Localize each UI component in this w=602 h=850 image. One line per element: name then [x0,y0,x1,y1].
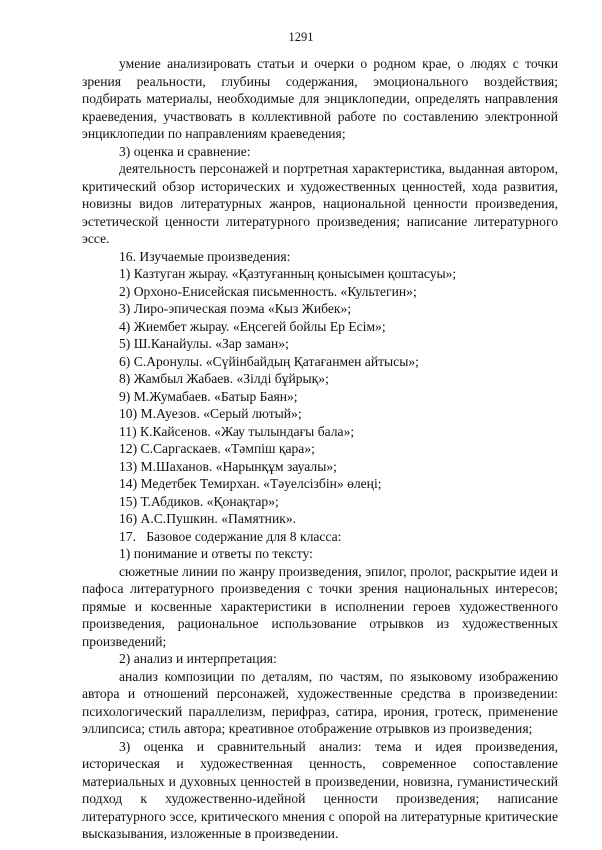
paragraph: деятельность персонажей и портретная характеристика, выданная автором, критический обзор исторических и художественных ценностей, хода развития, новизны видов литературных жанров, национальной ценности произведения, эстетической ценности литературного произведения; написание литературного эссе. [82,161,558,246]
paragraph: умение анализировать статьи и очерки о родном крае, о людях с точки зрения реальности, глубины содержания, эмоционального воздействия; подбирать материалы, необходимые для энциклопедии, определять направления краеведения, участвовать в коллективной работе по составлению электронной энциклопедии по направлениям краеведения; [82,56,558,141]
paragraph: анализ композиции по деталям, по частям, по языковому изображению автора и отношений персонажей, художественные средства в произведении: психологический параллелизм, перифраз, сатира, ирония, гротеск, применение эллипсиса; стиль автора; креативное отображение отрывков из произведения; [82,668,558,736]
paragraph: сюжетные линии по жанру произведения, эпилог, пролог, раскрытие идеи и пафоса литературного произведения с точки зрения национальных интересов; прямые и косвенные характеристики в исполнении героев художественного произведения, рациональное использование отрывков из художественных произведений; [82,563,558,649]
paragraph: 2) Орхоно-Енисейская письменность. «Культегин»; [119,283,417,299]
paragraph: 14) Медетбек Темирхан. «Тәуелсізбін» өлеңі; [119,476,382,491]
document-body [82,55,558,843]
paragraph: 8) Жамбыл Жабаев. «Зілді бұйрық»; [119,371,329,386]
paragraph: 1) Казтуган жырау. «Қазтуғанның қонысымен қоштасуы»; [119,266,457,281]
paragraph: 1) понимание и ответы по тексту: [119,546,313,561]
paragraph: 13) М.Шаханов. «Нарынқұм зауалы»; [119,458,337,474]
paragraph: 16) А.С.Пушкин. «Памятник». [119,511,297,526]
page-number: 1291 [288,30,314,44]
paragraph: 3) оценка и сравнение: [119,143,251,159]
paragraph: 4) Жиембет жырау. «Еңсегей бойлы Ер Есім»; [119,318,386,334]
paragraph: 15) Т.Абдиков. «Қонақтар»; [119,493,279,509]
paragraph: 10) М.Ауезов. «Серый лютый»; [119,406,302,421]
paragraph: 16. Изучаемые произведения: [119,248,291,264]
paragraph: 17. Базовое содержание для 8 класса: [119,528,342,544]
paragraph: 12) С.Саргаскаев. «Тәмпіш қара»; [119,441,315,456]
paragraph: 3) оценка и сравнительный анализ: тема и идея произведения, историческая и художественная ценность, современное сопоставление материальных и духовных ценностей в произведении, новизна, гуманистический подход к художественно-идейной ценности произведения; написание литературного эссе, критического мнения с опорой на литературные критические высказывания, изложенные в произведении. [82,738,558,841]
paragraph: 6) С.Аронулы. «Сүйінбайдың Қатағанмен айтысы»; [119,353,419,369]
paragraph: 11) К.Кайсенов. «Жау тылындағы бала»; [119,423,355,439]
paragraph: 2) анализ и интерпретация: [119,651,277,666]
paragraph: 3) Лиро-эпическая поэма «Кыз Жибек»; [119,301,352,316]
paragraph: 5) Ш.Канайулы. «Зар заман»; [119,336,289,351]
paragraph: 9) М.Жумабаев. «Батыр Баян»; [119,388,298,404]
